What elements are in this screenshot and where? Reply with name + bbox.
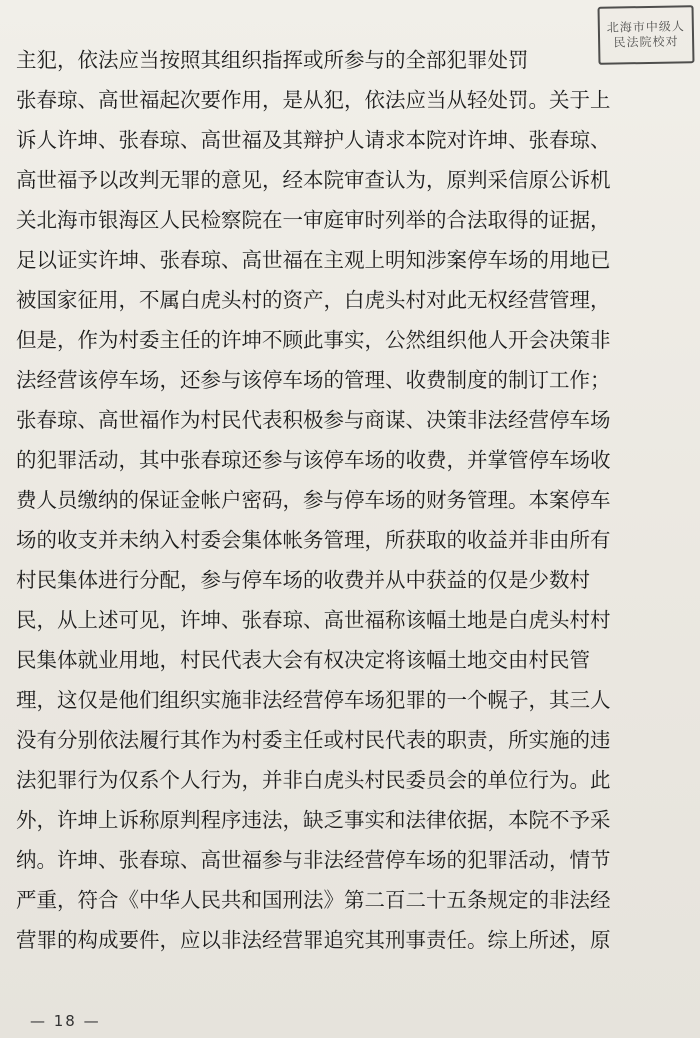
text-line: 纳。许坤、张春琼、高世福参与非法经营停车场的犯罪活动，情节: [16, 848, 611, 872]
text-line: 张春琼、高世福起次要作用，是从犯，依法应当从轻处罚。关于上: [16, 88, 611, 112]
text-line: 民，从上述可见，许坤、张春琼、高世福称该幅土地是白虎头村村: [16, 608, 611, 632]
text-line: 诉人许坤、张春琼、高世福及其辩护人请求本院对许坤、张春琼、: [16, 128, 611, 152]
text-line: 足以证实许坤、张春琼、高世福在主观上明知涉案停车场的用地已: [16, 248, 611, 272]
text-line: 关北海市银海区人民检察院在一审庭审时列举的合法取得的证据，: [16, 208, 611, 232]
judgment-body-text: [16, 40, 692, 960]
text-line: 主犯，依法应当按照其组织指挥或所参与的全部犯罪处罚: [16, 48, 529, 72]
text-line: 严重，符合《中华人民共和国刑法》第二百二十五条规定的非法经: [16, 888, 611, 912]
text-line: 没有分别依法履行其作为村委主任或村民代表的职责，所实施的违: [16, 728, 611, 752]
text-line: 场的收支并未纳入村委会集体帐务管理，所获取的收益并非由所有: [16, 528, 611, 552]
text-line: 村民集体进行分配，参与停车场的收费并从中获益的仅是少数村: [16, 568, 590, 592]
text-line: 营罪的构成要件，应以非法经营罪追究其刑事责任。综上所述，原: [16, 928, 611, 952]
stamp-text-line-2: 民法院校对: [613, 34, 679, 50]
text-line: 张春琼、高世福作为村民代表积极参与商谋、决策非法经营停车场: [16, 408, 611, 432]
text-line: 费人员缴纳的保证金帐户密码，参与停车场的财务管理。本案停车: [16, 488, 611, 512]
page-number: — 18 —: [30, 1012, 101, 1030]
text-line: 外，许坤上诉称原判程序违法，缺乏事实和法律依据，本院不予采: [16, 808, 611, 832]
text-line: 的犯罪活动，其中张春琼还参与该停车场的收费，并掌管停车场收: [16, 448, 611, 472]
text-line: 民集体就业用地，村民代表大会有权决定将该幅土地交由村民管: [16, 648, 590, 672]
text-line: 但是，作为村委主任的许坤不顾此事实，公然组织他人开会决策非: [16, 328, 611, 352]
text-line: 法经营该停车场，还参与该停车场的管理、收费制度的制订工作；: [16, 368, 611, 392]
text-line: 高世福予以改判无罪的意见，经本院审查认为，原判采信原公诉机: [16, 168, 611, 192]
stamp-text-line-1: 北海市中级人: [606, 19, 685, 35]
text-line: 法犯罪行为仅系个人行为，并非白虎头村民委员会的单位行为。此: [16, 768, 611, 792]
text-line: 理，这仅是他们组织实施非法经营停车场犯罪的一个幌子，其三人: [16, 688, 611, 712]
text-line: 被国家征用，不属白虎头村的资产，白虎头村对此无权经营管理，: [16, 288, 611, 312]
